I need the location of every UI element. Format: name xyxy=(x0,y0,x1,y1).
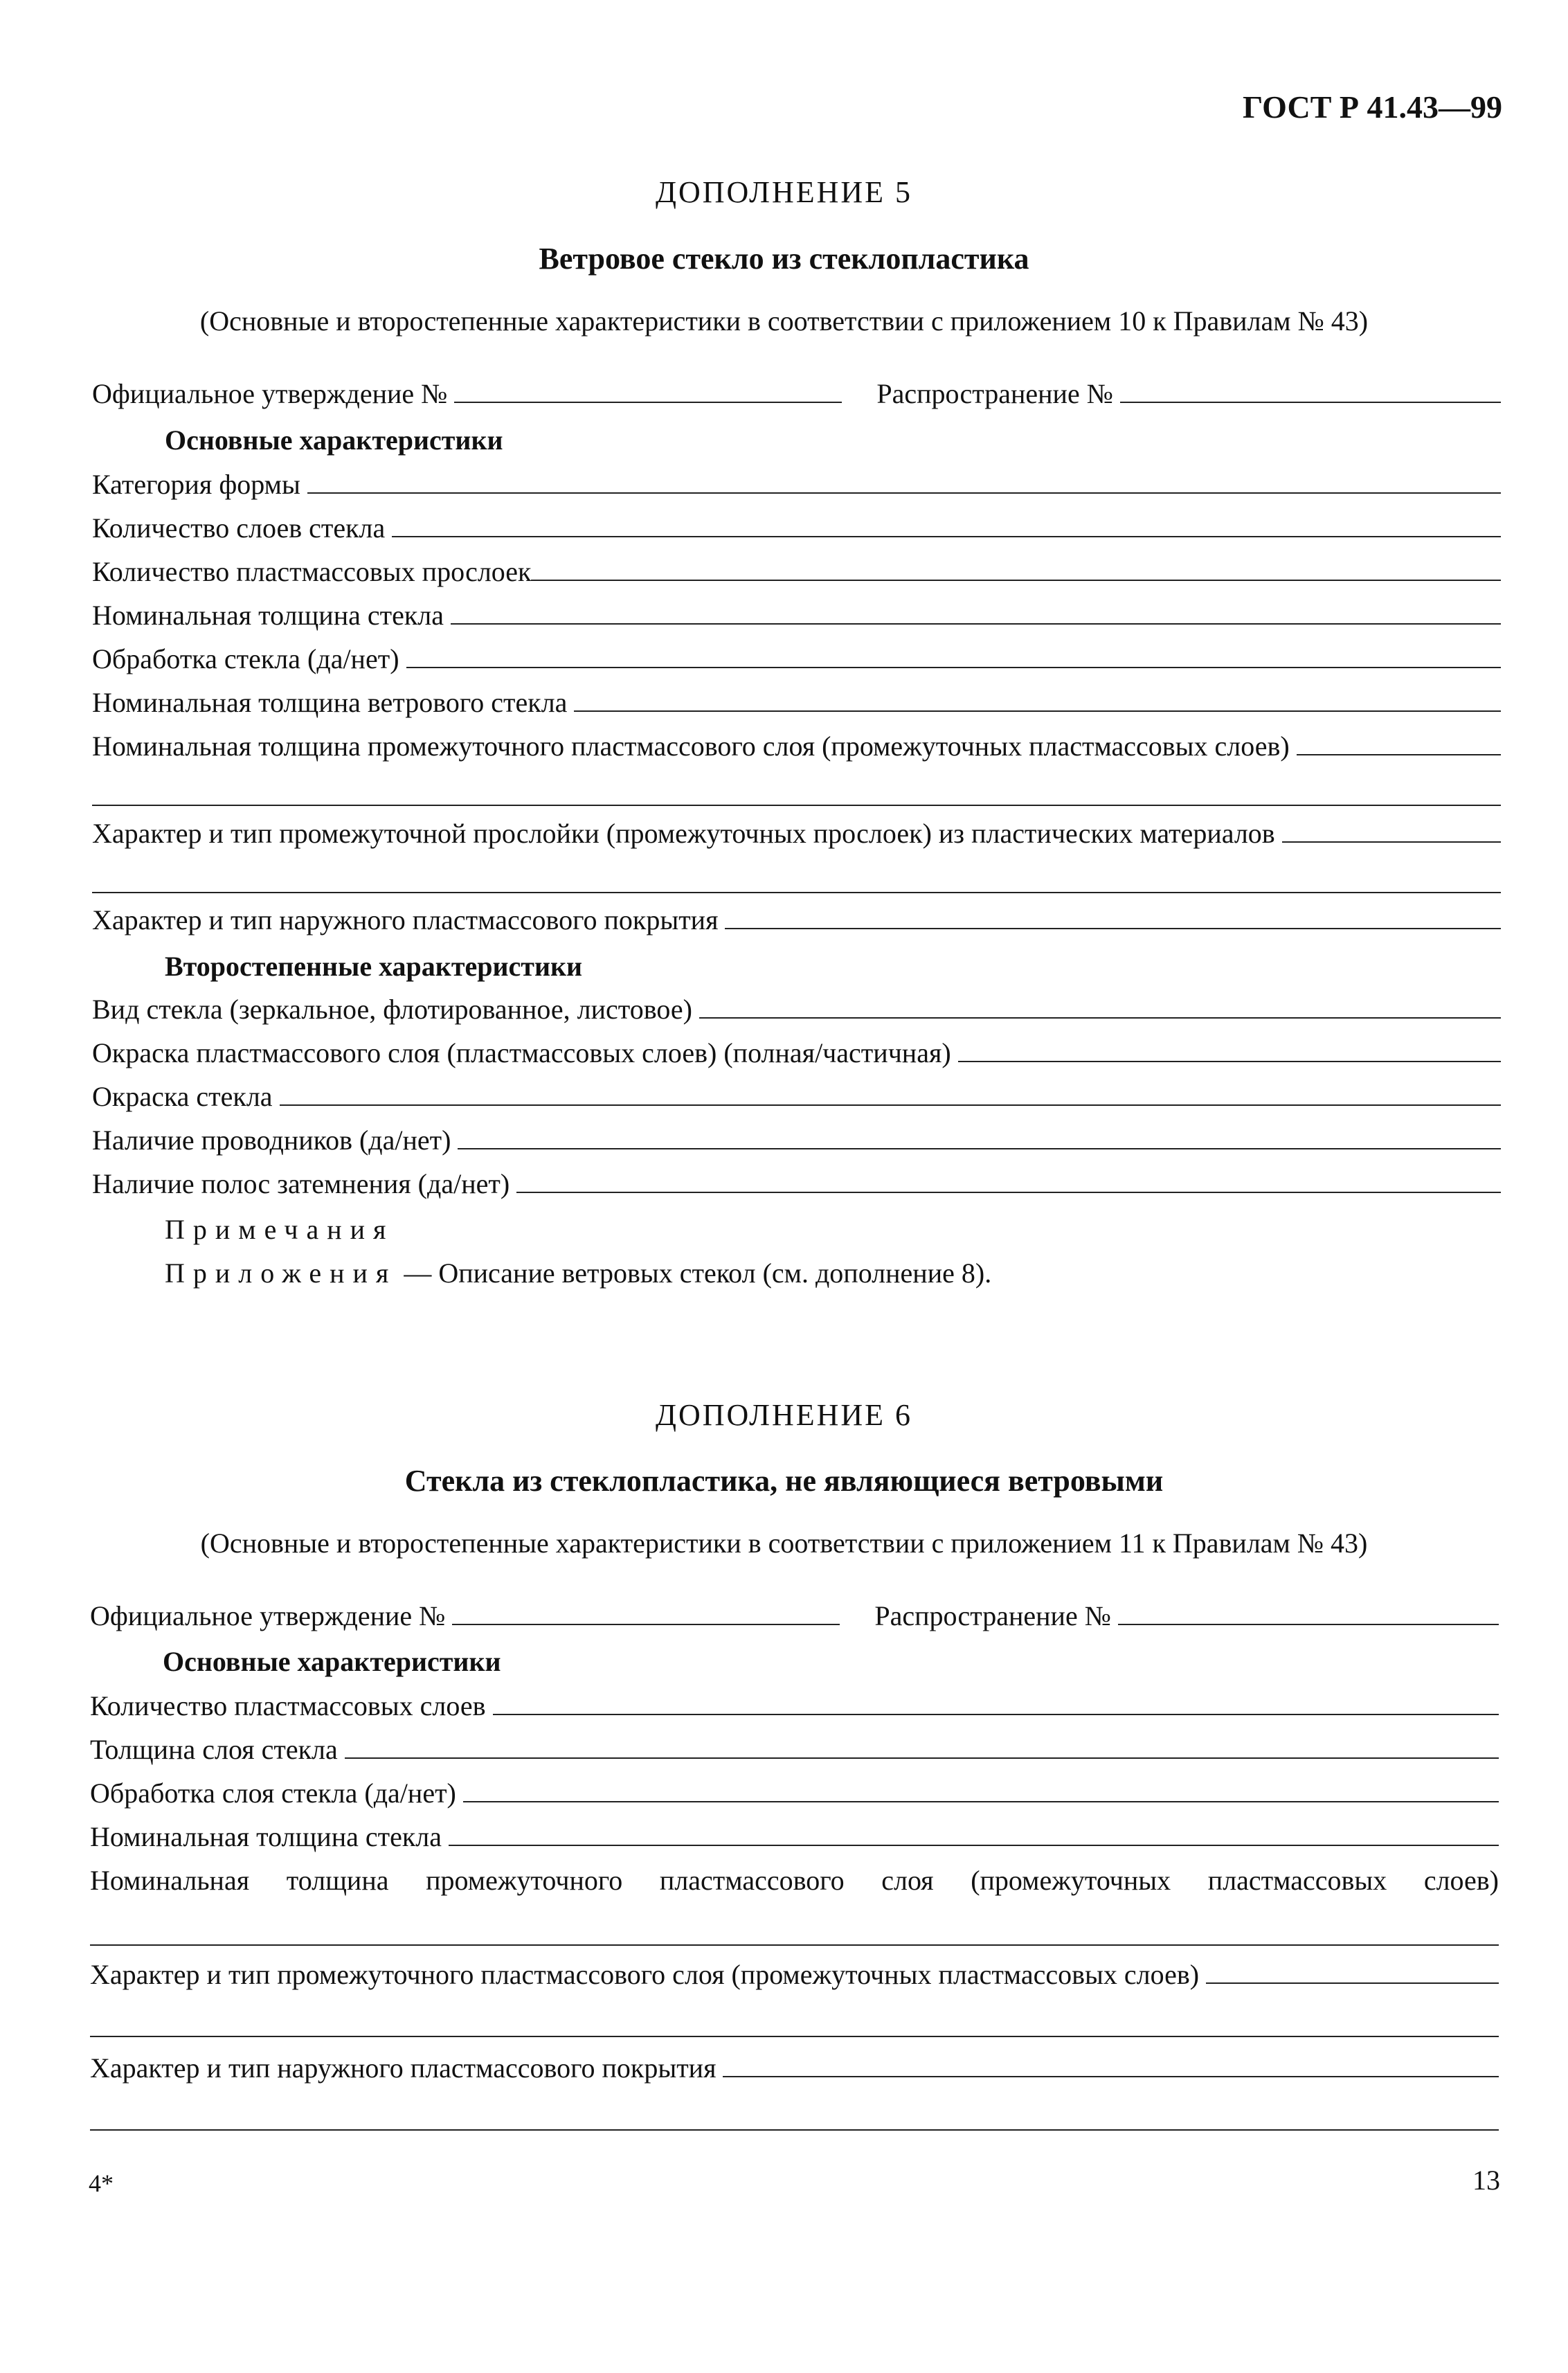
form-field-row xyxy=(92,512,1501,545)
blank-continuation-line[interactable] xyxy=(90,1944,1499,1946)
form-field-row xyxy=(90,1690,1499,1723)
addendum-6-subtitle: (Основные и второстепенные характеристики в соответствии с приложением 11 к Правилам № 43) xyxy=(200,1528,1368,1559)
form-field-row xyxy=(90,1733,1499,1766)
addendum-5-approval-row xyxy=(92,377,1501,411)
field-input[interactable] xyxy=(307,469,1501,494)
document-code: ГОСТ Р 41.43—99 xyxy=(1243,89,1502,125)
form-field-row xyxy=(92,993,1501,1026)
field-input[interactable] xyxy=(516,1168,1501,1193)
form-field-row xyxy=(90,1777,1499,1810)
approval-label: Официальное утверждение № xyxy=(90,1600,446,1631)
field-label: Номинальная толщина ветрового стекла xyxy=(92,687,568,718)
appendices-label: Приложения xyxy=(165,1257,397,1289)
extension-number-field[interactable] xyxy=(1118,1600,1499,1625)
field-input[interactable] xyxy=(449,1821,1499,1846)
addendum-6-approval-row xyxy=(90,1600,1499,1633)
blank-continuation-line[interactable] xyxy=(92,805,1501,806)
field-label: Номинальная толщина промежуточного пластмассового слоя (промежуточных пластмассовых слоев) xyxy=(90,1865,1499,1896)
field-label: Характер и тип промежуточной прослойки (промежуточных прослоек) из пластических материалов xyxy=(92,818,1275,849)
field-label: Номинальная толщина стекла xyxy=(92,600,444,631)
notes-label: Примечания xyxy=(165,1214,395,1245)
addendum-5-heading: ДОПОЛНЕНИЕ 5 xyxy=(655,175,913,209)
field-label: Количество слоев стекла xyxy=(92,512,386,544)
field-input[interactable] xyxy=(451,600,1501,625)
form-field-row xyxy=(92,1124,1501,1157)
field-input[interactable] xyxy=(725,904,1501,929)
field-label: Окраска стекла xyxy=(92,1081,273,1112)
field-input[interactable] xyxy=(958,1037,1501,1062)
field-input[interactable] xyxy=(392,512,1501,537)
form-field-row xyxy=(92,904,1501,937)
field-label: Обработка слоя стекла (да/нет) xyxy=(90,1777,456,1809)
field-input[interactable] xyxy=(723,2052,1499,2077)
page-number: 13 xyxy=(1472,2165,1500,2196)
extension-label: Распространение № xyxy=(876,378,1113,409)
field-label: Категория формы xyxy=(92,469,300,500)
blank-continuation-line[interactable] xyxy=(90,2129,1499,2131)
field-label: Наличие проводников (да/нет) xyxy=(92,1125,451,1156)
form-field-row xyxy=(92,555,1501,589)
addendum-5-subtitle: (Основные и второстепенные характеристики в соответствии с приложением 10 к Правилам № 43) xyxy=(199,305,1369,337)
field-label: Наличие полос затемнения (да/нет) xyxy=(92,1168,510,1199)
approval-label: Официальное утверждение № xyxy=(92,378,448,409)
field-label: Толщина слоя стекла xyxy=(90,1734,338,1765)
addendum-5-main-section: Основные характеристики xyxy=(165,424,503,456)
field-input[interactable] xyxy=(699,994,1501,1019)
field-label: Характер и тип наружного пластмассового покрытия xyxy=(90,2052,717,2084)
blank-continuation-line[interactable] xyxy=(92,892,1501,893)
extension-label: Распространение № xyxy=(874,1600,1111,1631)
form-field-row xyxy=(90,1958,1499,1991)
form-field-row xyxy=(92,468,1501,501)
field-input[interactable] xyxy=(531,556,1501,581)
field-input[interactable] xyxy=(574,687,1501,712)
form-field-row xyxy=(90,1820,1499,1854)
field-input[interactable] xyxy=(406,643,1501,668)
field-label: Характер и тип наружного пластмассового покрытия xyxy=(92,904,719,935)
field-label: Номинальная толщина промежуточного пластмассового слоя (промежуточных пластмассовых слоев) xyxy=(92,731,1290,762)
field-input[interactable] xyxy=(493,1690,1499,1715)
field-label: Окраска пластмассового слоя (пластмассовых слоев) (полная/частичная) xyxy=(92,1037,951,1068)
addendum-6-heading: ДОПОЛНЕНИЕ 6 xyxy=(655,1398,913,1432)
form-field-row xyxy=(92,643,1501,676)
addendum-5-secondary-section: Второстепенные характеристики xyxy=(165,951,583,982)
blank-continuation-line[interactable] xyxy=(90,2036,1499,2037)
field-input[interactable] xyxy=(1297,731,1501,755)
field-label: Количество пластмассовых прослоек xyxy=(92,556,532,587)
field-label: Вид стекла (зеркальное, флотированное, листовое) xyxy=(92,994,692,1025)
extension-number-field[interactable] xyxy=(1120,378,1501,403)
form-field-row xyxy=(92,1167,1501,1201)
field-label: Характер и тип промежуточного пластмассового слоя (промежуточных пластмассовых слоев) xyxy=(90,1959,1200,1990)
approval-number-field[interactable] xyxy=(452,1600,840,1625)
field-label: Номинальная толщина стекла xyxy=(90,1821,442,1852)
field-input[interactable] xyxy=(345,1734,1499,1759)
appendices-line xyxy=(165,1257,991,1289)
form-field-row xyxy=(92,1080,1501,1113)
form-field-row xyxy=(92,730,1501,763)
field-input[interactable] xyxy=(458,1125,1501,1149)
form-field-row xyxy=(92,686,1501,719)
appendices-text: — Описание ветровых стекол (см. дополнение 8). xyxy=(404,1257,992,1289)
field-label: Обработка стекла (да/нет) xyxy=(92,643,399,674)
field-input[interactable] xyxy=(463,1777,1499,1802)
form-field-row xyxy=(92,1037,1501,1070)
form-field-row xyxy=(92,817,1501,850)
sheet-mark: 4* xyxy=(89,2169,114,2197)
addendum-6-main-section: Основные характеристики xyxy=(163,1646,501,1677)
field-input[interactable] xyxy=(1206,1959,1499,1984)
approval-number-field[interactable] xyxy=(454,378,842,403)
addendum-6-title: Стекла из стеклопластика, не являющиеся ветровыми xyxy=(404,1464,1164,1498)
field-input[interactable] xyxy=(1282,818,1501,843)
form-field-row xyxy=(90,2052,1499,2085)
addendum-5-title: Ветровое стекло из стеклопластика xyxy=(539,242,1029,276)
form-field-row xyxy=(92,599,1501,632)
field-label: Количество пластмассовых слоев xyxy=(90,1690,486,1721)
field-input[interactable] xyxy=(280,1081,1501,1106)
